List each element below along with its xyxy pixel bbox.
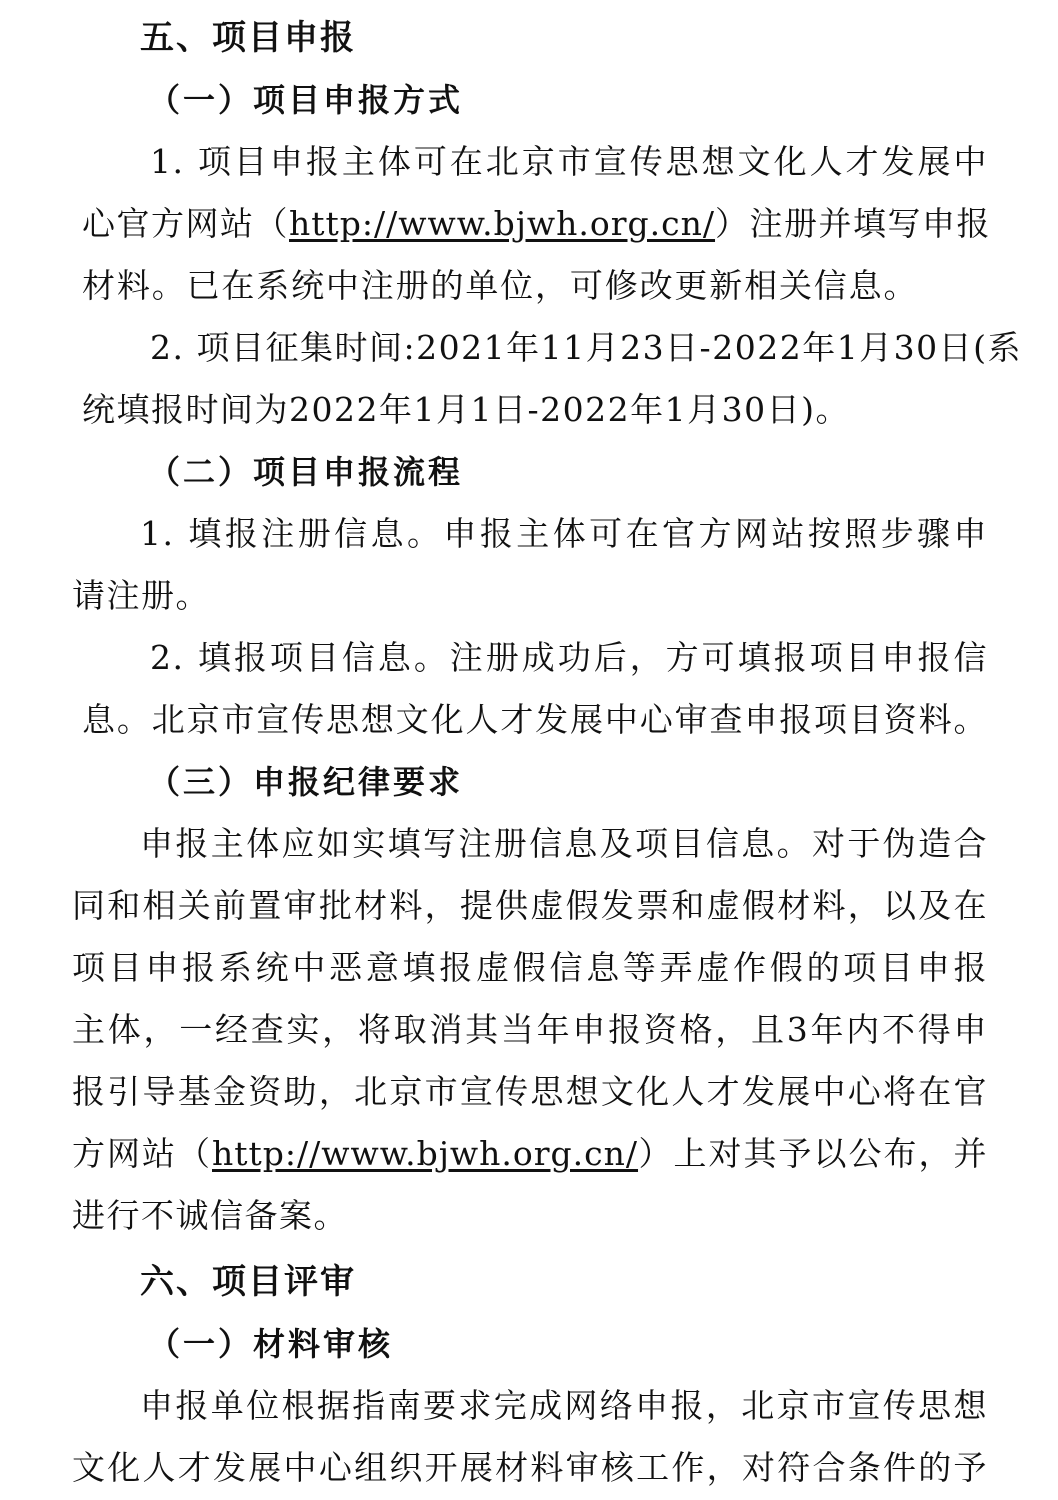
- paragraph-line: 主体，一经查实，将取消其当年申报资格，且3年内不得申: [72, 1010, 988, 1049]
- paragraph-line: 报引导基金资助，北京市宣传思想文化人才发展中心将在官: [72, 1072, 988, 1111]
- paragraph-line: 请注册。: [72, 576, 210, 615]
- section-heading: 六、项目评审: [140, 1262, 356, 1302]
- section-heading: 五、项目申报: [140, 18, 356, 58]
- subsection-heading: （三）申报纪律要求: [148, 763, 464, 801]
- paragraph-line: 文化人才发展中心组织开展材料审核工作，对符合条件的予: [72, 1448, 988, 1487]
- paragraph-line: 息。北京市宣传思想文化人才发展中心审查申报项目资料。: [82, 700, 988, 739]
- paragraph-line: 2. 填报项目信息。注册成功后，方可填报项目申报信: [150, 638, 988, 677]
- paragraph-line: 进行不诚信备案。: [72, 1196, 348, 1235]
- paragraph-line: 2. 项目征集时间:2021年11月23日-2022年1月30日(系: [150, 328, 1023, 367]
- website-link[interactable]: http://www.bjwh.org.cn/: [289, 204, 716, 243]
- paragraph-line: 同和相关前置审批材料，提供虚假发票和虚假材料，以及在: [72, 886, 988, 925]
- paragraph-line: 项目申报系统中恶意填报虚假信息等弄虚作假的项目申报: [72, 948, 988, 987]
- paragraph-line: 申报单位根据指南要求完成网络申报，北京市宣传思想: [140, 1386, 988, 1425]
- text-segment: 心官方网站（: [82, 204, 289, 243]
- text-segment: ）注册并填写申报: [715, 204, 992, 243]
- paragraph-line: 1. 填报注册信息。申报主体可在官方网站按照步骤申: [140, 514, 988, 553]
- paragraph-line: 申报主体应如实填写注册信息及项目信息。对于伪造合: [140, 824, 988, 863]
- subsection-heading: （一）材料审核: [148, 1325, 394, 1363]
- text-segment: 方网站（: [72, 1134, 212, 1173]
- paragraph-line: 1. 项目申报主体可在北京市宣传思想文化人才发展中: [150, 142, 988, 181]
- paragraph-line: 材料。已在系统中注册的单位，可修改更新相关信息。: [82, 266, 918, 305]
- paragraph-line: [82, 204, 992, 244]
- subsection-heading: （一）项目申报方式: [148, 81, 464, 119]
- paragraph-line: 统填报时间为2022年1月1日-2022年1月30日)。: [82, 390, 850, 429]
- paragraph-line: [72, 1134, 988, 1174]
- website-link[interactable]: http://www.bjwh.org.cn/: [212, 1134, 639, 1173]
- subsection-heading: （二）项目申报流程: [148, 453, 464, 491]
- text-segment: ）上对其予以公布，并: [638, 1134, 989, 1173]
